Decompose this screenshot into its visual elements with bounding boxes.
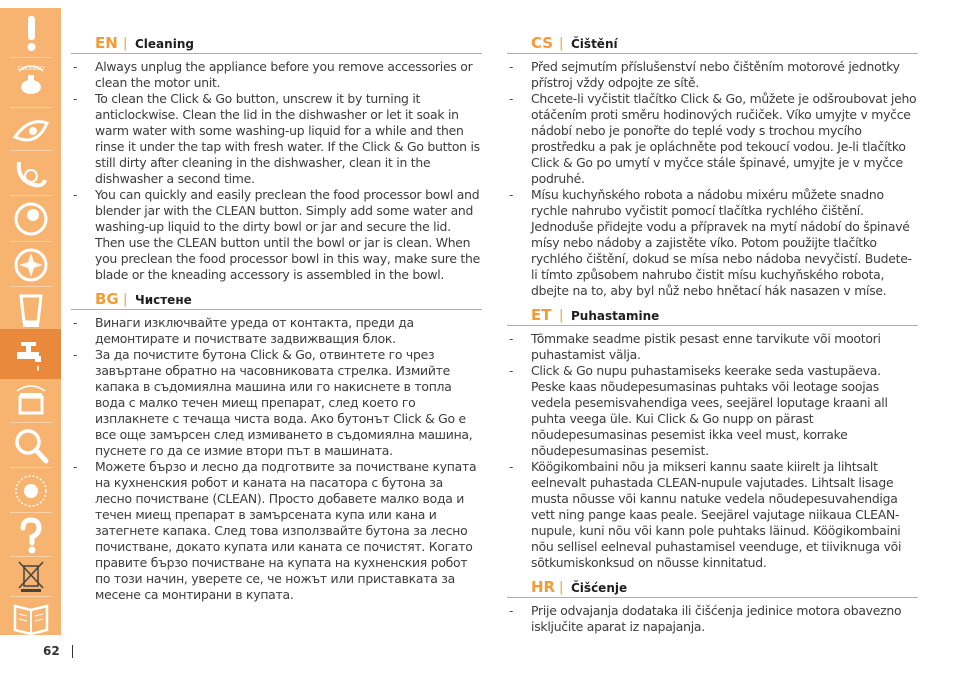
lang-code: BG (95, 290, 119, 308)
list-item: - Always unplug the appliance before you remove accessories or clean the motor unit. (71, 59, 482, 91)
grater-disc-icon[interactable] (8, 198, 54, 240)
list-item: - Prije odvajanja dodataka ili čišćenja jedinice motora obavezno isključite aparat iz napajanja. (507, 603, 918, 635)
section-title: Cleaning (135, 37, 194, 51)
section-header-hr: HR | Čišćenje (507, 577, 918, 598)
magnifier-icon[interactable] (8, 425, 54, 467)
list-item: - You can quickly and easily preclean the food processor bowl and blender jar with the CLEAN button. Simply add some water and washing-up liquid to the dirty bowl or jar and secure the lid. Then use the CLEAN button until the bowl or jar is clean. When you preclean the food processor bowl in this way, make sure the blade or the kneading accessory is assembled in the bowl. (71, 187, 482, 283)
section-title: Čišćenje (571, 581, 628, 595)
recycle-bin-icon[interactable] (8, 553, 54, 595)
exclamation-icon[interactable] (8, 12, 54, 54)
section-header-bg: BG | Чистене (71, 289, 482, 310)
right-column (507, 33, 918, 635)
section-title: Puhastamine (571, 309, 660, 323)
page-number-divider (72, 645, 73, 658)
section-list-bg (71, 315, 482, 603)
lang-code: ET (531, 306, 552, 324)
section-title: Чистене (135, 293, 192, 307)
kneading-tool-icon[interactable] (8, 153, 54, 195)
list-item: - Можете бързо и лесно да подготвите за почистване купата на кухненския робот и каната на пасатора с бутона за лесно почистване (CLEAN). Просто добавете малко вода и течен миещ препарат в замърсената купа или кана и затегнете капака. След това използвайте бутона за лесно почистване, докато купата или каната се почистят. Когато правите бързо почистване на купата на кухненския робот по този начин, уверете се, че ножът или приставката за месене са монтирани в купата. (71, 459, 482, 603)
list-item: - Před sejmutím příslušenství nebo čištěním motorové jednotky přístroj vždy odpojte ze sítě. (507, 59, 918, 91)
list-item: - Köögikombaini nõu ja mikseri kannu saate kiirelt ja lihtsalt eelnevalt puhastada CLEAN-nupule vajutades. Lihtsalt lisage musta nõusse või kannu natuke vedela nõudepesuvahendiga vett ning pange kaas peale. Seejärel vajutage niikaua CLEAN-nupule, kuni nõu või kann pole puhtaks läinud. Köögikombaini nõu sellisel eelneval puhastamisel veenduge, et tiiviknuga või sõtkumiskonksud on nõusse kinnitatud. (507, 459, 918, 571)
list-item: - Винаги изключвайте уреда от контакта, преди да демонтирате и почиствате задвижващия блок. (71, 315, 482, 347)
list-item: - Mísu kuchyňského robota a nádobu mixéru můžete snadno rychle nahrubo vyčistit pomocí tlačítka rychlého čištění. Jednoduše přidejte vodu a přípravek na mytí nádobí do špinavé mísy nebo nádoby a zajistěte víko. Potom použijte tlačítko rychlého čištění, dokud se mísa nebo nádoba nevyčistí. Budete-li tímto způsobem nahrubo čistit mísu kuchyňského robota, dbejte na to, aby byl nůž nebo hnětací hák nasazen v míse. (507, 187, 918, 299)
list-item: - Tõmmake seadme pistik pesast enne tarvikute või mootori puhastamist välja. (507, 331, 918, 363)
storage-box-icon[interactable] (8, 378, 54, 420)
section-list-cs (507, 59, 918, 299)
recipe-book-icon[interactable] (8, 595, 54, 637)
section-list-et (507, 331, 918, 571)
question-mark-icon[interactable] (8, 515, 54, 557)
list-item: - За да почистите бутона Click & Go, отвинтете го чрез завъртане обратно на часовниковата стрелка. Измийте капака в съдомиялна машина или го накиснете в топла вода с малко течен миещ препарат, след което го изплакнете с течаща чиста вода. Ако бутонът Click & Go е все още замърсен след измиването в съдомиялна машина, пуснете го да се измие втори път в машината. (71, 347, 482, 459)
section-header-et: ET | Puhastamine (507, 305, 918, 326)
svg-text:CLICK&GO: CLICK&GO (17, 66, 45, 72)
world-wide-guarantee-icon[interactable] (8, 470, 54, 512)
list-item: - Click & Go nupu puhastamiseks keerake seda vastupäeva. Peske kaas nõudepesumasinas puhtaks või leotage soojas vedela pesemisvahendiga vees, seejärel loputage kraani all puhta veega üle. Kui Click & Go nupp on pärast nõudepesumasinas pesemist ikka veel must, korrake nõudepesumasinas pesemist. (507, 363, 918, 459)
blender-jar-icon[interactable] (8, 289, 54, 331)
list-item: - Chcete-li vyčistit tlačítko Click & Go, můžete je odšroubovat jeho otáčením proti směru hodinových ručiček. Víko umyjte v myčce nádobí nebo je ponořte do teplé vody s trochou mycího prostředku a pak je opláchněte pod tekoucí vodou. Je-li tlačítko Click & Go po umytí v myčce stále špinavé, umyjte je v myčce podruhé. (507, 91, 918, 187)
section-list-hr (507, 603, 918, 635)
slicing-disc-icon[interactable] (8, 110, 54, 152)
lang-code: HR (531, 578, 556, 596)
blade-icon[interactable] (8, 244, 54, 286)
sidebar-nav (0, 8, 61, 635)
lang-code: EN (95, 34, 118, 52)
click-and-go-icon[interactable] (8, 60, 54, 102)
section-title: Čištění (571, 37, 618, 51)
section-header-cs: CS | Čištění (507, 33, 918, 54)
list-item: - To clean the Click & Go button, unscrew it by turning it anticlockwise. Clean the lid in the dishwasher or let it soak in warm water with some washing-up liquid for a while and then rinse it under the tap with fresh water. If the Click & Go button is still dirty after cleaning in the dishwasher, clean it in the dishwasher a second time. (71, 91, 482, 187)
lang-code: CS (531, 34, 554, 52)
left-column (71, 33, 482, 603)
section-list-en (71, 59, 482, 283)
page-number: 62 (43, 644, 60, 658)
section-header-en: EN | Cleaning (71, 33, 482, 54)
cleaning-tap-icon[interactable] (0, 329, 61, 379)
